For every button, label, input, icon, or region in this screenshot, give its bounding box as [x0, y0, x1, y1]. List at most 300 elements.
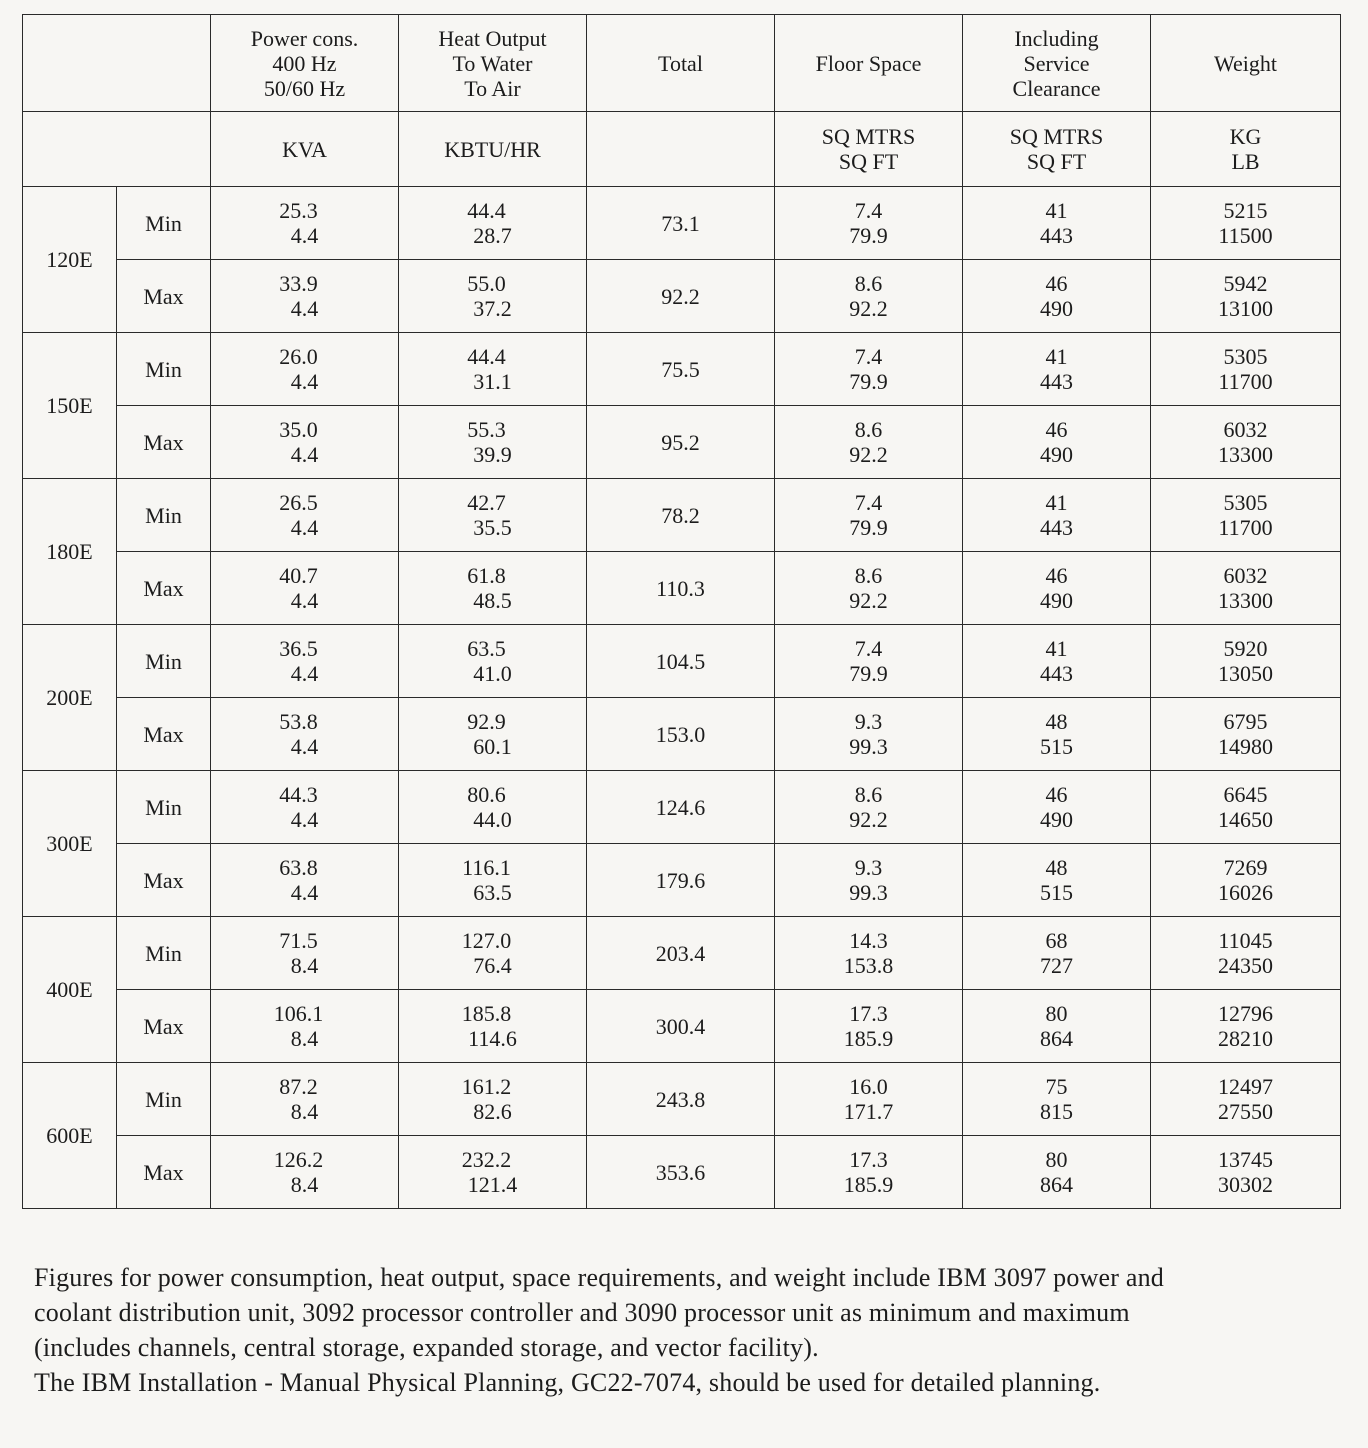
floor-cell [775, 990, 963, 1063]
units-floor-line: SQ FT [838, 149, 899, 174]
service-cell [963, 552, 1151, 625]
power-cell [211, 698, 399, 771]
header-heat [399, 15, 587, 112]
weight-cell-line: 5942 [1223, 271, 1268, 296]
power-cell [211, 844, 399, 917]
service-cell-line: 80 [1045, 1001, 1068, 1026]
power-cell-line: 33.9 [279, 271, 318, 296]
total-cell: 124.6 [587, 771, 775, 844]
weight-cell [1151, 479, 1341, 552]
header-heat-line: To Air [464, 75, 521, 101]
header-power [211, 15, 399, 112]
units-power [211, 112, 399, 187]
total-cell: 104.5 [587, 625, 775, 698]
heat-cell-line: 63.5 [467, 636, 506, 661]
heat-cell [399, 479, 587, 552]
header-weight [1151, 15, 1341, 112]
weight-cell-line: 5305 [1223, 490, 1268, 515]
service-cell [963, 844, 1151, 917]
units-heat [399, 112, 587, 187]
units-service [963, 112, 1151, 187]
floor-cell [775, 479, 963, 552]
floor-cell-line: 185.9 [843, 1172, 894, 1197]
weight-cell-line: 13300 [1218, 442, 1273, 467]
power-cell-line: 71.5 [279, 928, 318, 953]
total-cell: 75.5 [587, 333, 775, 406]
service-cell-line: 727 [1040, 953, 1073, 978]
heat-cell-line: 42.7 [467, 490, 506, 515]
range-cell: Min [117, 333, 211, 406]
weight-cell-line: 13050 [1218, 661, 1273, 686]
floor-cell-line: 9.3 [854, 709, 883, 734]
weight-cell [1151, 552, 1341, 625]
weight-cell [1151, 698, 1341, 771]
total-cell: 153.0 [587, 698, 775, 771]
table-row [23, 990, 1341, 1063]
service-cell [963, 771, 1151, 844]
weight-cell [1151, 771, 1341, 844]
total-cell: 92.2 [587, 260, 775, 333]
units-weight-line: LB [1231, 149, 1260, 174]
power-cell-line: 4.4 [290, 661, 319, 686]
heat-cell [399, 844, 587, 917]
heat-cell-line: 114.6 [468, 1026, 517, 1051]
floor-cell-line: 79.9 [849, 515, 888, 540]
weight-cell [1151, 844, 1341, 917]
power-cell-line: 35.0 [279, 417, 318, 442]
service-cell-line: 46 [1045, 271, 1068, 296]
range-cell: Min [117, 625, 211, 698]
power-cell-line: 4.4 [290, 223, 319, 248]
weight-cell-line: 6645 [1223, 782, 1268, 807]
total-cell: 300.4 [587, 990, 775, 1063]
floor-cell-line: 92.2 [849, 807, 888, 832]
heat-cell-line: 76.4 [473, 953, 512, 978]
weight-cell-line: 11045 [1218, 928, 1273, 953]
service-cell-line: 46 [1045, 563, 1068, 588]
corner-cell [23, 15, 211, 112]
footnote-line-3: (includes channels, central storage, expanded storage, and vector facility). [34, 1333, 819, 1362]
floor-cell [775, 552, 963, 625]
heat-cell-line: 161.2 [461, 1074, 512, 1099]
heat-cell-line: 127.0 [461, 928, 512, 953]
floor-cell [775, 406, 963, 479]
service-cell [963, 260, 1151, 333]
header-power-line: 400 Hz [272, 50, 337, 76]
heat-cell-line: 63.5 [473, 880, 512, 905]
floor-cell-line: 7.4 [854, 636, 883, 661]
heat-cell [399, 1063, 587, 1136]
range-cell: Min [117, 1063, 211, 1136]
floor-cell-line: 17.3 [849, 1147, 888, 1172]
service-cell [963, 406, 1151, 479]
weight-cell-line: 27550 [1218, 1099, 1273, 1124]
power-cell-line: 4.4 [290, 296, 319, 321]
range-cell: Max [117, 990, 211, 1063]
heat-cell [399, 187, 587, 260]
weight-cell [1151, 1136, 1341, 1209]
weight-cell-line: 12497 [1218, 1074, 1273, 1099]
heat-cell-line: 61.8 [467, 563, 506, 588]
header-heat-line: To Water [452, 50, 533, 76]
floor-cell-line: 92.2 [849, 588, 888, 613]
weight-cell [1151, 1063, 1341, 1136]
heat-cell-line: 44.0 [473, 807, 512, 832]
power-cell-line: 4.4 [290, 807, 319, 832]
floor-cell-line: 7.4 [854, 344, 883, 369]
total-cell: 110.3 [587, 552, 775, 625]
range-cell: Max [117, 552, 211, 625]
floor-cell-line: 79.9 [849, 223, 888, 248]
service-cell-line: 46 [1045, 782, 1068, 807]
units-weight-line: KG [1229, 124, 1262, 149]
power-cell-line: 8.4 [290, 1099, 319, 1124]
service-cell-line: 75 [1045, 1074, 1068, 1099]
floor-cell-line: 99.3 [849, 734, 888, 759]
power-cell [211, 333, 399, 406]
service-cell [963, 479, 1151, 552]
specifications-table [22, 14, 1341, 1209]
total-cell: 78.2 [587, 479, 775, 552]
header-total-line: Total [658, 50, 703, 76]
model-cell: 200E [23, 625, 117, 771]
units-total [587, 112, 775, 187]
table-row [23, 771, 1341, 844]
heat-cell-line: 60.1 [473, 734, 512, 759]
heat-cell [399, 333, 587, 406]
heat-cell-line: 35.5 [473, 515, 512, 540]
service-cell-line: 46 [1045, 417, 1068, 442]
power-cell [211, 187, 399, 260]
units-heat-line: KBTU/HR [444, 136, 541, 162]
range-cell: Max [117, 1136, 211, 1209]
power-cell-line: 4.4 [290, 369, 319, 394]
weight-cell-line: 6032 [1223, 563, 1268, 588]
table-body [23, 15, 1341, 1209]
service-cell-line: 443 [1040, 515, 1073, 540]
total-cell: 243.8 [587, 1063, 775, 1136]
weight-cell [1151, 187, 1341, 260]
weight-cell [1151, 406, 1341, 479]
power-cell [211, 260, 399, 333]
heat-cell-line: 92.9 [467, 709, 506, 734]
power-cell [211, 990, 399, 1063]
floor-cell-line: 171.7 [843, 1099, 894, 1124]
header-weight-line: Weight [1214, 50, 1277, 76]
floor-cell-line: 9.3 [854, 855, 883, 880]
weight-cell-line: 11500 [1218, 223, 1273, 248]
service-cell-line: 68 [1045, 928, 1068, 953]
floor-cell-line: 79.9 [849, 661, 888, 686]
floor-cell [775, 1136, 963, 1209]
heat-cell-line: 116.1 [462, 855, 511, 880]
header-service-line: Including [1014, 25, 1099, 51]
service-cell-line: 443 [1040, 223, 1073, 248]
service-cell-line: 864 [1040, 1172, 1073, 1197]
service-cell-line: 48 [1045, 855, 1068, 880]
floor-cell-line: 16.0 [849, 1074, 888, 1099]
footnote-line-1: Figures for power consumption, heat output, space requirements, and weight include IBM 3097 power and [34, 1263, 1164, 1292]
heat-cell-line: 44.4 [467, 344, 506, 369]
heat-cell-line: 39.9 [473, 442, 512, 467]
weight-cell-line: 6795 [1223, 709, 1268, 734]
header-service [963, 15, 1151, 112]
header-heat-line: Heat Output [438, 25, 547, 51]
weight-cell-line: 11700 [1218, 515, 1273, 540]
heat-cell-line: 121.4 [467, 1172, 518, 1197]
power-cell-line: 44.3 [279, 782, 318, 807]
heat-cell-line: 55.3 [467, 417, 506, 442]
power-cell-line: 126.2 [273, 1147, 324, 1172]
weight-cell [1151, 990, 1341, 1063]
power-cell-line: 40.7 [279, 563, 318, 588]
power-cell [211, 1136, 399, 1209]
power-cell-line: 53.8 [279, 709, 318, 734]
header-power-line: 50/60 Hz [263, 75, 346, 101]
floor-cell [775, 844, 963, 917]
units-weight [1151, 112, 1341, 187]
table-row [23, 917, 1341, 990]
header-floor-line: Floor Space [815, 50, 922, 76]
range-cell: Min [117, 479, 211, 552]
range-cell: Max [117, 844, 211, 917]
heat-cell-line: 44.4 [467, 198, 506, 223]
floor-cell-line: 79.9 [849, 369, 888, 394]
table-row [23, 260, 1341, 333]
table-row [23, 333, 1341, 406]
power-cell-line: 26.0 [279, 344, 318, 369]
heat-cell [399, 698, 587, 771]
model-cell: 400E [23, 917, 117, 1063]
range-cell: Max [117, 698, 211, 771]
heat-cell-line: 82.6 [473, 1099, 512, 1124]
floor-cell-line: 153.8 [843, 953, 894, 978]
weight-cell-line: 13745 [1218, 1147, 1273, 1172]
units-service-line: SQ FT [1026, 149, 1087, 174]
heat-cell [399, 406, 587, 479]
table-row [23, 625, 1341, 698]
table-row [23, 187, 1341, 260]
power-cell-line: 4.4 [290, 515, 319, 540]
footnote-line-2: coolant distribution unit, 3092 processor controller and 3090 processor unit as minimum and maximum [34, 1298, 1130, 1327]
weight-cell-line: 13100 [1218, 296, 1273, 321]
floor-cell [775, 698, 963, 771]
service-cell-line: 490 [1040, 807, 1073, 832]
service-cell-line: 41 [1045, 636, 1068, 661]
service-cell-line: 443 [1040, 369, 1073, 394]
weight-cell-line: 24350 [1218, 953, 1273, 978]
power-cell-line: 63.8 [279, 855, 318, 880]
service-cell [963, 1136, 1151, 1209]
power-cell-line: 4.4 [290, 588, 319, 613]
power-cell-line: 87.2 [279, 1074, 318, 1099]
heat-cell [399, 1136, 587, 1209]
header-service-line: Service [1023, 50, 1090, 76]
power-cell-line: 8.4 [290, 1026, 319, 1051]
weight-cell-line: 11700 [1218, 369, 1273, 394]
units-power-line: KVA [282, 136, 327, 162]
total-cell: 179.6 [587, 844, 775, 917]
heat-cell-line: 37.2 [473, 296, 512, 321]
service-cell-line: 490 [1040, 588, 1073, 613]
heat-cell [399, 260, 587, 333]
table-row [23, 844, 1341, 917]
power-cell [211, 479, 399, 552]
heat-cell-line: 41.0 [473, 661, 512, 686]
table-row [23, 479, 1341, 552]
total-cell: 73.1 [587, 187, 775, 260]
floor-cell-line: 185.9 [843, 1026, 894, 1051]
service-cell [963, 990, 1151, 1063]
weight-cell-line: 7269 [1223, 855, 1268, 880]
units-floor [775, 112, 963, 187]
floor-cell [775, 260, 963, 333]
range-cell: Max [117, 260, 211, 333]
table-row [23, 552, 1341, 625]
floor-cell-line: 17.3 [849, 1001, 888, 1026]
service-cell [963, 187, 1151, 260]
model-cell: 150E [23, 333, 117, 479]
weight-cell-line: 30302 [1218, 1172, 1273, 1197]
service-cell-line: 490 [1040, 296, 1073, 321]
power-cell-line: 26.5 [279, 490, 318, 515]
units-row [23, 112, 1341, 187]
heat-cell-line: 28.7 [473, 223, 512, 248]
model-cell: 180E [23, 479, 117, 625]
corner-cell [23, 112, 211, 187]
weight-cell [1151, 625, 1341, 698]
service-cell [963, 917, 1151, 990]
heat-cell-line: 232.2 [461, 1147, 512, 1172]
weight-cell-line: 5215 [1223, 198, 1268, 223]
power-cell [211, 771, 399, 844]
total-cell: 353.6 [587, 1136, 775, 1209]
floor-cell-line: 7.4 [854, 490, 883, 515]
weight-cell-line: 14650 [1218, 807, 1273, 832]
floor-cell-line: 8.6 [854, 271, 883, 296]
power-cell-line: 25.3 [279, 198, 318, 223]
power-cell [211, 625, 399, 698]
power-cell-line: 4.4 [290, 734, 319, 759]
range-cell: Min [117, 187, 211, 260]
heat-cell [399, 917, 587, 990]
weight-cell-line: 16026 [1218, 880, 1273, 905]
weight-cell [1151, 260, 1341, 333]
service-cell-line: 515 [1040, 880, 1073, 905]
model-cell: 120E [23, 187, 117, 333]
range-cell: Min [117, 917, 211, 990]
spec-table-container [22, 14, 1340, 1209]
service-cell-line: 515 [1040, 734, 1073, 759]
floor-cell [775, 1063, 963, 1136]
weight-cell-line: 12796 [1218, 1001, 1273, 1026]
floor-cell-line: 92.2 [849, 442, 888, 467]
table-row [23, 1063, 1341, 1136]
service-cell-line: 80 [1045, 1147, 1068, 1172]
footnote [34, 1260, 1324, 1400]
range-cell: Min [117, 771, 211, 844]
weight-cell-line: 28210 [1218, 1026, 1273, 1051]
service-cell-line: 815 [1040, 1099, 1073, 1124]
weight-cell-line: 5920 [1223, 636, 1268, 661]
units-service-line: SQ MTRS [1009, 124, 1104, 149]
service-cell-line: 41 [1045, 198, 1068, 223]
floor-cell-line: 92.2 [849, 296, 888, 321]
header-floor [775, 15, 963, 112]
service-cell-line: 48 [1045, 709, 1068, 734]
power-cell-line: 8.4 [290, 1172, 319, 1197]
heat-cell-line: 55.0 [467, 271, 506, 296]
table-row [23, 698, 1341, 771]
floor-cell-line: 14.3 [849, 928, 888, 953]
floor-cell [775, 625, 963, 698]
floor-cell [775, 771, 963, 844]
service-cell-line: 490 [1040, 442, 1073, 467]
weight-cell-line: 14980 [1218, 734, 1273, 759]
model-cell: 600E [23, 1063, 117, 1209]
header-row [23, 15, 1341, 112]
floor-cell-line: 8.6 [854, 417, 883, 442]
weight-cell-line: 13300 [1218, 588, 1273, 613]
header-power-line: Power cons. [250, 25, 359, 51]
header-total [587, 15, 775, 112]
units-floor-line: SQ MTRS [821, 124, 916, 149]
service-cell [963, 333, 1151, 406]
floor-cell-line: 8.6 [854, 563, 883, 588]
floor-cell-line: 99.3 [849, 880, 888, 905]
table-row [23, 406, 1341, 479]
heat-cell [399, 771, 587, 844]
heat-cell-line: 185.8 [461, 1001, 512, 1026]
power-cell [211, 917, 399, 990]
floor-cell [775, 333, 963, 406]
weight-cell-line: 6032 [1223, 417, 1268, 442]
power-cell-line: 8.4 [290, 953, 319, 978]
floor-cell-line: 8.6 [854, 782, 883, 807]
heat-cell-line: 31.1 [473, 369, 512, 394]
power-cell-line: 106.1 [273, 1001, 324, 1026]
service-cell [963, 1063, 1151, 1136]
service-cell-line: 864 [1040, 1026, 1073, 1051]
power-cell-line: 4.4 [290, 880, 319, 905]
power-cell-line: 4.4 [290, 442, 319, 467]
weight-cell-line: 5305 [1223, 344, 1268, 369]
total-cell: 95.2 [587, 406, 775, 479]
service-cell-line: 41 [1045, 344, 1068, 369]
total-cell: 203.4 [587, 917, 775, 990]
header-service-line: Clearance [1012, 75, 1101, 101]
service-cell [963, 698, 1151, 771]
heat-cell [399, 625, 587, 698]
power-cell [211, 1063, 399, 1136]
model-cell: 300E [23, 771, 117, 917]
heat-cell-line: 80.6 [467, 782, 506, 807]
service-cell [963, 625, 1151, 698]
footnote-line-4: The IBM Installation - Manual Physical Planning, GC22-7074, should be used for detailed planning. [34, 1368, 1101, 1397]
weight-cell [1151, 917, 1341, 990]
heat-cell [399, 990, 587, 1063]
table-row [23, 1136, 1341, 1209]
power-cell [211, 406, 399, 479]
floor-cell [775, 187, 963, 260]
weight-cell [1151, 333, 1341, 406]
heat-cell [399, 552, 587, 625]
power-cell-line: 36.5 [279, 636, 318, 661]
power-cell [211, 552, 399, 625]
range-cell: Max [117, 406, 211, 479]
heat-cell-line: 48.5 [473, 588, 512, 613]
service-cell-line: 41 [1045, 490, 1068, 515]
